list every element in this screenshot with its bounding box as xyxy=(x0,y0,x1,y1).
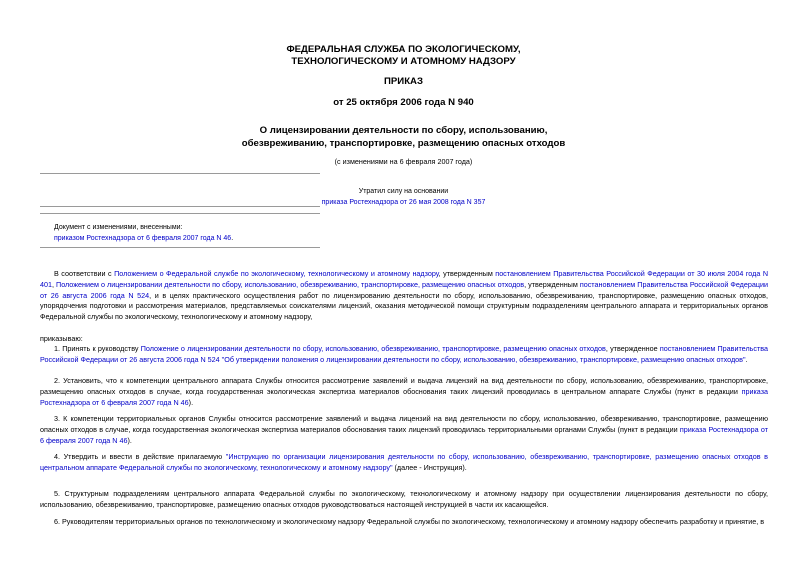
paragraph-item-4: 4. Утвердить и ввести в действие прилагаемую "Инструкцию по организации лицензирования деятельности по сбору, использованию, обезвреживанию, транспортировке, размещению опасных отходов в центральном аппарате Федеральной службы по экологическому, технологическому и атомному надзору" (далее - Инструкция). xyxy=(40,452,768,472)
paragraph-item-3: 3. К компетенции территориальных органов Службы относится рассмотрение заявлений и выдача лицензий на вид деятельности по сбору, использованию, обезвреживанию, транспортировке, размещению опасных отходов в случае, когда государственная экологическая экспертиза материалов обоснования таких лицензий проводилась территориальными органами Службы (пункт в редакции приказа Ростехнадзора от 6 февраля 2007 года N 46). xyxy=(40,414,768,445)
authority-line-1: ФЕДЕРАЛЬНАЯ СЛУЖБА ПО ЭКОЛОГИЧЕСКОМУ, xyxy=(286,44,521,55)
status-label: Утратил силу на основании xyxy=(358,188,449,195)
decree-link[interactable]: постановлением Правительства Российской Федерации от 30 июля 2004 года N 401 xyxy=(40,269,769,289)
paragraph-item-2: 2. Установить, что к компетенции центрального аппарата Службы относится рассмотрение заявлений и выдача лицензий на вид деятельности по сбору, использованию, обезвреживанию, транспортировке, размещению опасных отходов в случае, когда государственная экологическая экспертиза материалов обоснования таких лицензий проводилась в центральном аппарате Службы (пункт в редакции приказа Ростехнадзора от 6 февраля 2007 года N 46). xyxy=(40,376,768,407)
instruction-link[interactable]: "Инструкцию по организации лицензирования деятельности по сбору, использованию, обезвреживанию, транспортировке, размещению опасных отходов в центральном аппарате Федеральной службы по экологическому, технологическому и атомному надзору" xyxy=(40,452,768,472)
paragraph-item-1: 1. Принять к руководству Положение о лицензировании деятельности по сбору, использованию, обезвреживанию, транспортировке, размещению опасных отходов, утвержденное постановлением Правительства Российской Федерации от 26 августа 2006 года N 524 "Об утверждении положения о лицензировании деятельности по сбору, использованию, обезвреживанию, транспортировке, размещению опасных отходов". xyxy=(40,344,768,364)
decree-link[interactable]: постановлением Правительства Российской Федерации от 26 августа 2006 года N 524 "Об утверждении положения о лицензировании деятельности по сбору, использованию, обезвреживанию, транспортировке, размещению опасных отходов" xyxy=(40,344,768,364)
amendment-link[interactable]: приказом Ростехнадзора от 6 февраля 2007 года N 46 xyxy=(54,235,232,242)
decree-link[interactable]: постановлением Правительства Российской Федерации от 26 августа 2006 года N 524 xyxy=(40,279,769,300)
order-word: приказываю: xyxy=(40,334,83,343)
paragraph-item-5: 5. Структурным подразделениям центрального аппарата Федеральной службы по экологическому, технологическому и атомному надзору при осуществлении лицензирования деятельности по сбору, использованию, обезвреживанию, транспортировке, размещению опасных отходов руководствоваться настоящей инструкцией в части их касающейся. xyxy=(40,489,768,509)
document-title xyxy=(0,125,807,150)
title-line-1: О лицензировании деятельности по сбору, использованию, xyxy=(259,125,548,136)
repeal-order-link[interactable]: приказа Ростехнадзора от 26 мая 2008 года N 357 xyxy=(321,199,486,206)
changes-note: (с изменениями на 6 февраля 2007 года) xyxy=(334,157,473,166)
paragraph-preamble: В соответствии с Положением о Федеральной службе по экологическому, технологическому и атомному надзору, утвержденным постановлением Правительства Российской Федерации от 30 июля 2004 года N 401, Положением о лицензировании деятельности по сбору, использованию, обезвреживанию, транспортировке, размещению опасных отходов, утвержденным постановлением Правительства Российской Федерации от 26 августа 2006 года N 524, и в целях практического осуществления работ по лицензированию деятельности по сбору, использованию, обезвреживанию, транспортировке, размещению опасных отходов, упорядочения подготовки и рассмотрения материалов, представляемых соискателями лицензий, оказания методической помощи структурным подразделениям центрального аппарата и территориальных органов Федеральной службы по экологическому, технологическому и атомному надзору, xyxy=(40,269,769,322)
paragraph-item-6: 6. Руководителям территориальных органов по технологическому и экологическому надзору Федеральной службы по экологическому, технологическому и атомному надзору обеспечить разработку и принятие, в xyxy=(54,517,765,526)
amendments-label: Документ с изменениями, внесенными: xyxy=(54,224,183,231)
regulation-link[interactable]: Положением о лицензировании деятельности по сбору, использованию, обезвреживанию, транспортировке, размещению опасных отходов xyxy=(56,279,525,289)
amendment-tail: . xyxy=(231,235,234,242)
regulation-link[interactable]: Положением о Федеральной службе по экологическому, технологическому и атомному надзору xyxy=(114,269,439,278)
document-date-number: от 25 октября 2006 года N 940 xyxy=(333,97,474,108)
amendment-link[interactable]: приказа Ростехнадзора от 6 февраля 2007 года N 46 xyxy=(40,386,768,407)
divider xyxy=(40,247,320,248)
divider xyxy=(40,213,320,214)
authority-line-2: ТЕХНОЛОГИЧЕСКОМУ И АТОМНОМУ НАДЗОРУ xyxy=(291,56,516,67)
regulation-link[interactable]: Положение о лицензировании деятельности по сбору, использованию, обезвреживанию, транспортировке, размещению опасных отходов xyxy=(140,344,606,353)
divider xyxy=(40,206,320,207)
status-block xyxy=(0,186,807,208)
document-type: ПРИКАЗ xyxy=(384,76,423,87)
issuing-authority xyxy=(0,44,807,68)
title-line-2: обезвреживанию, транспортировке, размещению опасных отходов xyxy=(241,137,566,149)
amendment-link[interactable]: приказа Ростехнадзора от 6 февраля 2007 года N 46 xyxy=(40,424,768,445)
divider xyxy=(40,173,320,174)
amendments-block xyxy=(54,222,354,244)
